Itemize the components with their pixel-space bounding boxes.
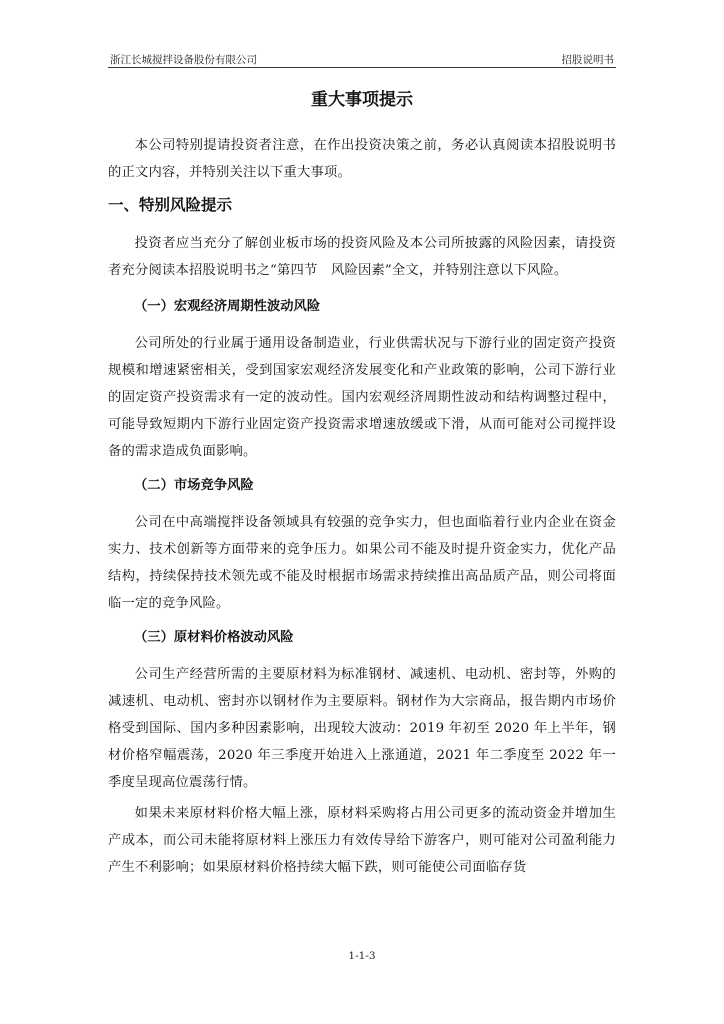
risk-paragraph-macro-cycle: 公司所处的行业属于通用设备制造业，行业供需状况与下游行业的固定资产投资规模和增速紧密相关，受到国家宏观经济发展变化和产业政策的影响，公司下游行业的固定资产投资需求有一定的波动性。国内宏观经济周期性波动和结构调整过程中，可能导致短期内下游行业固定资产投资需求增速放缓或下滑，从而可能对公司搅拌设备的需求造成负面影响。 [108,336,616,459]
risk-heading-raw-material: （三）原材料价格波动风险 [134,630,294,645]
risk-paragraph-raw-material-1: 公司生产经营所需的主要原材料为标准钢材、减速机、电动机、密封等，外购的减速机、电动机、密封亦以钢材作为主要原料。钢材作为大宗商品，报告期内市场价格受到国际、国内多种因素影响，出现较大波动：2019 年初至 2020 年上半年，钢材价格窄幅震荡，2020 年三季度开始进入上涨通道，2021 年二季度至 2022 年一季度呈现高位震荡行情。 [108,667,616,790]
header-divider [108,67,616,68]
risk-paragraph-market-competition: 公司在中高端搅拌设备领域具有较强的竞争实力，但也面临着行业内企业在资金实力、技术创新等方面带来的竞争压力。如果公司不能及时提升资金实力，优化产品结构，持续保持技术领先或不能及时根据市场需求持续推出高品质产品，则公司将面临一定的竞争风险。 [108,515,616,611]
header-company-name: 浙江长城搅拌设备股份有限公司 [110,54,257,66]
risk-heading-macro-cycle: （一）宏观经济周期性波动风险 [134,299,321,314]
page-header [108,52,616,68]
page-body [108,86,616,881]
page-title: 重大事项提示 [311,90,413,110]
risk-paragraph-raw-material-2: 如果未来原材料价格大幅上涨，原材料采购将占用公司更多的流动资金并增加生产成本，而公司未能将原材料上涨压力有效传导给下游客户，则可能对公司盈利能力产生不利影响；如果原材料价格持续大幅下跌，则可能使公司面临存货 [108,806,616,875]
section-heading-special-risks: 一、特别风险提示 [108,196,233,214]
page-number: 1-1-3 [348,950,376,962]
header-document-type: 招股说明书 [561,54,614,66]
intro-paragraph: 本公司特别提请投资者注意，在作出投资决策之前，务必认真阅读本招股说明书的正文内容，并特别关注以下重大事项。 [108,138,616,180]
section-intro-paragraph: 投资者应当充分了解创业板市场的投资风险及本公司所披露的风险因素，请投资者充分阅读本招股说明书之“第四节 风险因素”全文，并特别注意以下风险。 [108,236,616,278]
risk-heading-market-competition: （二）市场竞争风险 [134,478,254,493]
